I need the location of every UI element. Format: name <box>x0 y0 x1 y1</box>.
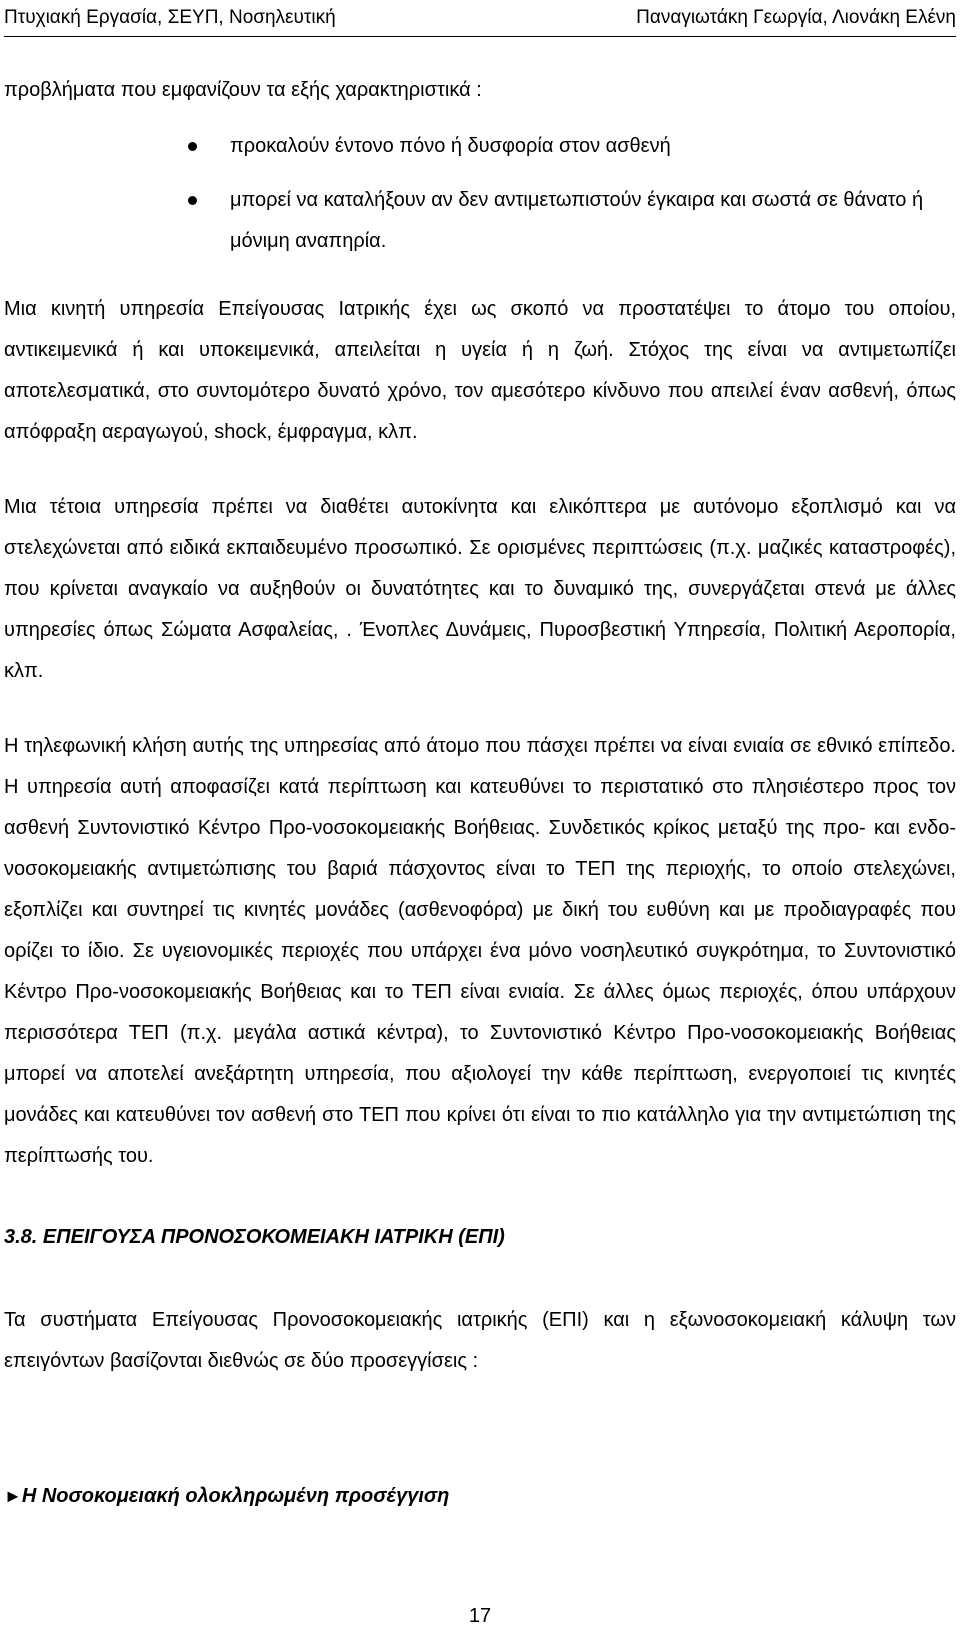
header-right-text: Παναγιωτάκη Γεωργία, Λιονάκη Ελένη <box>636 7 956 28</box>
intro-line: προβλήματα που εμφανίζουν τα εξής χαρακτηριστικά : <box>4 79 482 101</box>
bullet-icon <box>188 142 197 151</box>
page-body <box>4 70 956 1517</box>
list-item <box>4 180 956 262</box>
page-header <box>4 0 956 37</box>
subsection-heading-text: Η Νοσοκομειακή ολοκληρωμένη προσέγγιση <box>21 1485 450 1507</box>
page-number: 17 <box>468 1605 492 1627</box>
bullet-list <box>4 126 956 262</box>
section-heading: 3.8. ΕΠΕΙΓΟΥΣΑ ΠΡΟΝΟΣΟΚΟΜΕΙΑΚΗ ΙΑΤΡΙΚΗ (ΕΠΙ) <box>4 1226 505 1248</box>
list-item <box>4 126 956 167</box>
paragraph: Μια τέτοια υπηρεσία πρέπει να διαθέτει αυτοκίνητα και ελικόπτερα με αυτόνομο εξοπλισμό και να στελεχώνεται από ειδικά εκπαιδευμένο προσωπικό. Σε ορισμένες περιπτώσεις (π.χ. μαζικές καταστροφές), που κρίνεται αναγκαίο να αυξηθούν οι δυνατότητες και το δυναμικό της, συνεργάζεται στενά με άλλες υπηρεσίες όπως Σώματα Ασφαλείας, . Ένοπλες Δυνάμεις, Πυροσβεστική Υπηρεσία, Πολιτική Αεροπορία, κλπ. <box>4 496 956 682</box>
header-left-text: Πτυχιακή Εργασία, ΣΕΥΠ, Νοσηλευτική <box>4 7 336 28</box>
bullet-text: μπορεί να καταλήξουν αν δεν αντιμετωπιστούν έγκαιρα και σωστά σε θάνατο ή μόνιμη αναπηρία. <box>230 189 924 252</box>
bullet-text: προκαλούν έντονο πόνο ή δυσφορία στον ασθενή <box>230 135 671 157</box>
section-paragraph: Τα συστήματα Επείγουσας Προνοσοκομειακής ιατρικής (ΕΠΙ) και η εξωνοσοκομειακή κάλυψη των επειγόντων βασίζονται διεθνώς σε δύο προσεγγίσεις : <box>4 1309 956 1372</box>
subsection-heading <box>4 1476 956 1517</box>
paragraph: Η τηλεφωνική κλήση αυτής της υπηρεσίας από άτομο που πάσχει πρέπει να είναι ενιαία σε εθνικό επίπεδο. Η υπηρεσία αυτή αποφασίζει κατά περίπτωση και κατευθύνει το περιστατικό στο πλησιέστερο προς τον ασθενή Συντονιστικό Κέντρο Προ-νοσοκομειακής Βοήθειας. Συνδετικός κρίκος μεταξύ της προ- και ενδο-νοσοκομειακής αντιμετώπισης του βαριά πάσχοντος είναι το ΤΕΠ της περιοχής, το οποίο στελεχώνει, εξοπλίζει και συντηρεί τις κινητές μονάδες (ασθενοφόρα) με δική του ευθύνη και με προδιαγραφές που ορίζει το ίδιο. Σε υγειονομικές περιοχές που υπάρχει ένα μόνο νοσηλευτικό συγκρότημα, το Συντονιστικό Κέντρο Προ-νοσοκομειακής Βοήθειας και το ΤΕΠ είναι ενιαία. Σε άλλες όμως περιοχές, όπου υπάρχουν περισσότερα ΤΕΠ (π.χ. μεγάλα αστικά κέντρα), το Συντονιστικό Κέντρο Προ-νοσοκομειακής Βοήθειας μπορεί να αποτελεί ανεξάρτητη υπηρεσία, που αξιολογεί την κάθε περίπτωση, ενεργοποιεί τις κινητές μονάδες και κατευθύνει τον ασθενή στο ΤΕΠ που κρίνει ότι είναι το πιο κατάλληλο για την αντιμετώπιση της περίπτωσής του. <box>4 735 956 1167</box>
bullet-icon <box>188 196 197 205</box>
right-triangle-icon: ► <box>4 1486 22 1506</box>
paragraph: Μια κινητή υπηρεσία Επείγουσας Ιατρικής έχει ως σκοπό να προστατέψει το άτομο του οποίου, αντικειμενικά ή και υποκειμενικά, απειλείται η υγεία ή η ζωή. Στόχος της είναι να αντιμετωπίζει αποτελεσματικά, στο συντομότερο δυνατό χρόνο, τον αμεσότερο κίνδυνο που απειλεί έναν ασθενή, όπως απόφραξη αεραγωγού, shock, έμφραγμα, κλπ. <box>4 298 956 443</box>
